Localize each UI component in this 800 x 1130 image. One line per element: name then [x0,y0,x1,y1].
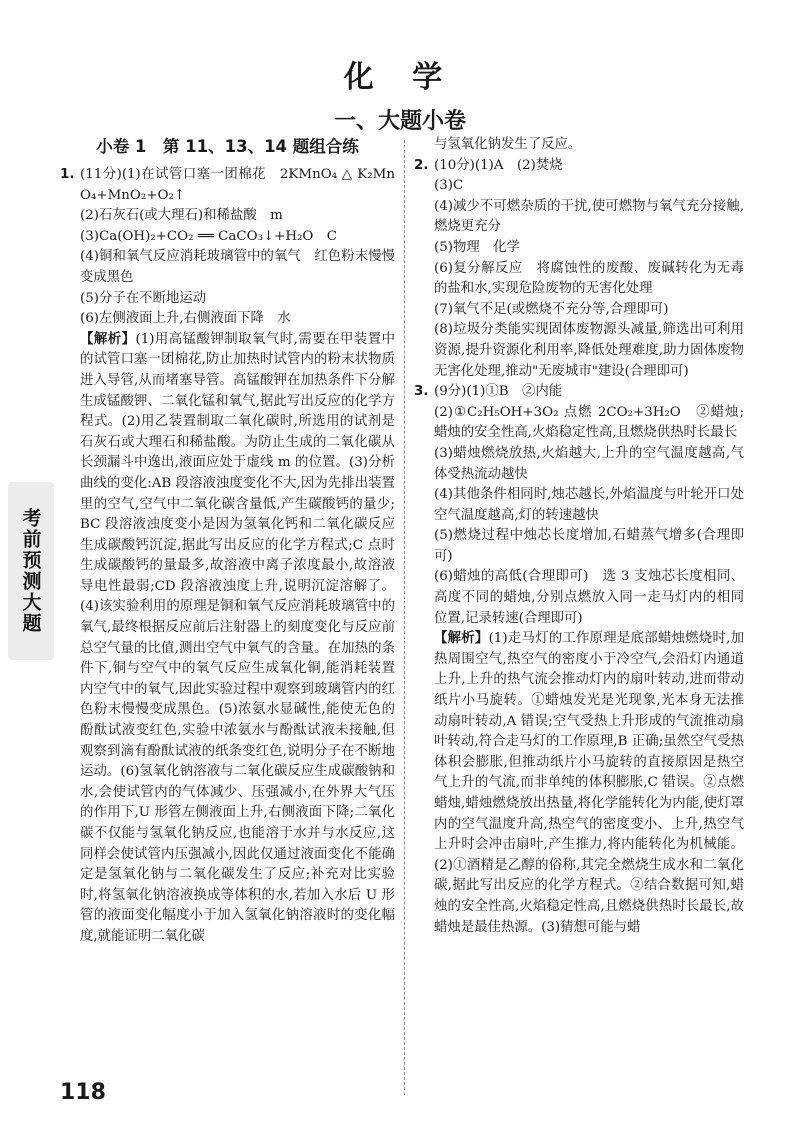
question-number: 2. [414,157,429,173]
answer-line: (4)其他条件相同时,烛芯越长,外焰温度与叶轮开口处空气温度越高,灯的转速越快 [434,487,744,523]
analysis-text: (1)用高锰酸钾制取氧气时,需要在甲装置中的试管口塞一团棉花,防止加热时试管内的粉末状物质进入导管,从而堵塞导管。高锰酸钾在加热条件下分解生成锰酸钾、二氧化锰和氧气,据此写出反应的化学方程式。(2)用乙装置制取二氧化碳时,所选用的试剂是石灰石或大理石和稀盐酸。为防止生成的二氧化碳从长颈漏斗中逸出,液面应处于虚线 m 的位置。(3)分析曲线的变化:AB 段溶液浊度变化不大,因为先排出装置里的空气,空气中二氧化碳含量低,产生碳酸钙的量少;BC 段溶液浊度变小是因为氢氧化钙和二氧化碳反应生成碳酸钙沉淀,据此写出反应的化学方程式;C 点时生成碳酸钙的量最多,故溶液中离子浓度最小,故溶液导电性最弱;CD 段溶液浊度上升,说明沉淀溶解了。(4)该实验利用的原理是铜和氧气反应消耗玻璃管中的氧气,最终根据反应前后注射器上的刻度变化与反应前总空气量的比值,测出空气中氧气的含量。在加热的条件下,铜与空气中的氧气反应生成氧化铜,能消耗装置内空气中的氧气,因此实验过程中观察到玻璃管内的红色粉末慢慢变成黑色。(5)浓氨水显碱性,能使无色的酚酞试液变红色,实验中浓氨水与酚酞试液未接触,但观察到滴有酚酞试液的纸条变红色,说明分子在不断地运动。(6)氢氧化钠溶液与二氧化碳反应生成碳酸钠和水,会使试管内的气体减少、压强减小,在外界大气压的作用下,U 形管左侧液面上升,右侧液面下降;二氧化碳不仅能与氢氧化钠反应,也能溶于水并与水反应,这同样会使试管内压强减小,因此仅通过液面变化不能确定是氢氧化钠与二氧化碳发生了反应;补充对比实验时,将氢氧化钠溶液换成等体积的水,若加入水后 U 形管的液面变化幅度小于加入氢氧化钠溶液时的变化幅度,就能证明二氧化碳 [80,331,395,944]
column-divider [404,140,405,1095]
question-number: 3. [414,384,429,400]
quiz-heading: 小卷 1 第 11、13、14 题组合练 [96,137,359,156]
answer-line: (5)分子在不断地运动 [80,290,207,306]
page-number: 118 [60,1080,106,1105]
answer-line: (7)氧气不足(或燃烧不充分等,合理即可) [434,301,669,317]
answer-line: (5)燃烧过程中烛芯长度增加,石蜡蒸气增多(合理即可) [434,528,744,564]
answer-line: (2)①C₂H₅OH+3O₂ 点燃 2CO₂+3H₂O ②蜡烛;蜡烛的安全性高,火焰稳定性高,且燃烧供热时长最长 [434,404,744,441]
answer-line: (9分)(1)①B ②内能 [434,384,563,400]
continued-text: 与氢氧化钠发生了反应。 [434,137,582,152]
analysis-paragraph [434,629,744,938]
answer-line: (2)石灰石(或大理石)和稀盐酸 m [80,208,283,224]
answer-line: (6)复分解反应 将腐蚀性的废酸、废碱转化为无毒的盐和水,实现危险废物的无害化处理 [434,260,744,297]
answer-line: (6)左侧液面上升,右侧液面下降 水 [80,311,291,327]
left-column [60,135,395,948]
section-title: 一、大题小卷 [333,109,466,134]
answer-line: (5)物理 化学 [434,239,520,255]
question-number: 1. [60,167,75,182]
answer-line: (3)C [434,178,464,194]
answer-line: (10分)(1)A (2)焚烧 [434,157,563,173]
analysis-label: 【解析】 [80,331,136,347]
side-tab [8,482,54,660]
answer-line: (6)蜡烛的高低(合理即可) 选 3 支烛芯长度相同、高度不同的蜡烛,分别点燃放入同一走马灯内的相同位置,记录转速(合理即可) [434,569,744,626]
analysis-paragraph [80,330,395,948]
question-3 [414,382,744,938]
side-tab-label: 考前预测大题 [19,508,42,634]
answer-line: (3)蜡烛燃烧放热,火焰越大,上升的空气温度越高,气体受热流动越快 [434,445,744,482]
answer-line: (4)铜和氧气反应消耗玻璃管中的氧气 红色粉末慢慢变成黑色 [80,249,395,285]
answer-line: (11分)(1)在试管口塞一团棉花 2KMnO₄ △ K₂MnO₄+MnO₂+O₂↑ [80,167,395,203]
right-column [414,135,744,938]
question-2 [414,156,744,383]
analysis-label: 【解析】 [434,631,489,647]
question-1 [60,165,395,948]
page-title: 化 学 [343,60,457,95]
answer-line: (8)垃圾分类能实现固体废物源头减量,筛选出可利用资源,提升资源化利用率,降低处理难度,助力固体废物无害化处理,推动"无废城市"建设(合理即可) [434,322,744,379]
analysis-text: (1)走马灯的工作原理是底部蜡烛燃烧时,加热周围空气,热空气的密度小于冷空气,会沿灯内通道上升,上升的热气流会推动灯内的扇叶转动,进而带动纸片小马旋转。①蜡烛发光是光现象,光本身无法推动扇叶转动,A 错误;空气受热上升形成的气流推动扇叶转动,符合走马灯的工作原理,B 正确;虽然空气受热体积会膨胀,但推动纸片小马旋转的直接原因是热空气上升的气流,而非单纯的体积膨胀,C 错误。②点燃蜡烛,蜡烛燃烧放出热量,将化学能转化为内能,使灯罩内的空气温度升高,热空气的密度变小、上升,热空气上升时会冲击扇叶,产生推力,将内能转化为机械能。(2)①酒精是乙醇的俗称,其完全燃烧生成水和二氧化碳,据此写出反应的化学方程式。②结合数据可知,蜡烛的安全性高,火焰稳定性高,且燃烧供热时长最长,故蜡烛是最佳热源。(3)猜想可能与蜡 [434,631,744,935]
answer-line: (4)减少不可燃杂质的干扰,使可燃物与氧气充分接触,燃烧更充分 [434,198,744,235]
answer-line: (3)Ca(OH)₂+CO₂ ══ CaCO₃↓+H₂O C [80,228,338,244]
